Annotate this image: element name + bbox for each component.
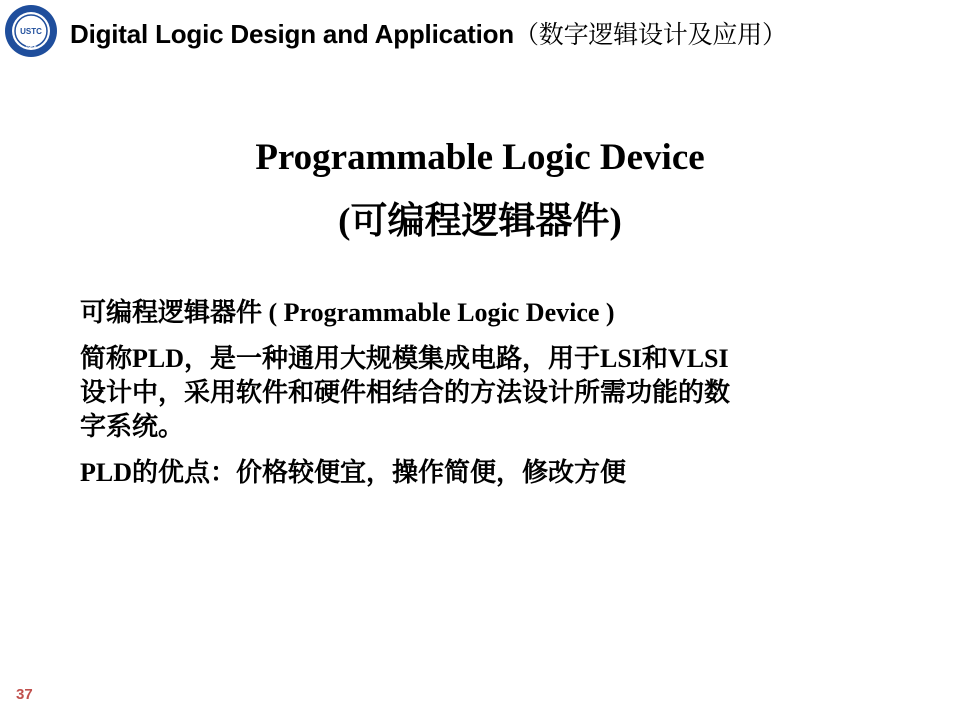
page-number: 37: [16, 686, 33, 703]
course-title-english: Digital Logic Design and Application: [70, 19, 514, 49]
logo-label: USTC: [20, 27, 42, 36]
logo-year: 1958: [25, 45, 37, 51]
slide-body: [80, 296, 900, 502]
slide-header: [0, 0, 960, 64]
body-paragraph-definition-text: 可编程逻辑器件 ( Programmable Logic Device ): [80, 298, 615, 327]
body-line-3: 字系统。: [80, 412, 185, 441]
slide-title-line1: Programmable Logic Device: [255, 137, 705, 178]
body-line-2: 设计中，采用软件和硬件相结合的方法设计所需功能的数: [80, 378, 731, 407]
body-paragraph-advantages-text: PLD的优点：价格较便宜，操作简便，修改方便: [80, 458, 627, 487]
body-paragraph-description: [80, 342, 900, 444]
university-logo: [4, 4, 58, 58]
body-paragraph-advantages: [80, 456, 900, 490]
body-paragraph-definition: [80, 296, 900, 330]
slide-title-line2: (可编程逻辑器件): [338, 201, 622, 242]
course-title: [70, 15, 787, 51]
body-line-1: 简称PLD，是一种通用大规模集成电路，用于LSI和VLSI: [80, 344, 729, 373]
course-title-chinese: （数字逻辑设计及应用）: [513, 21, 787, 49]
slide-title: [0, 126, 960, 254]
